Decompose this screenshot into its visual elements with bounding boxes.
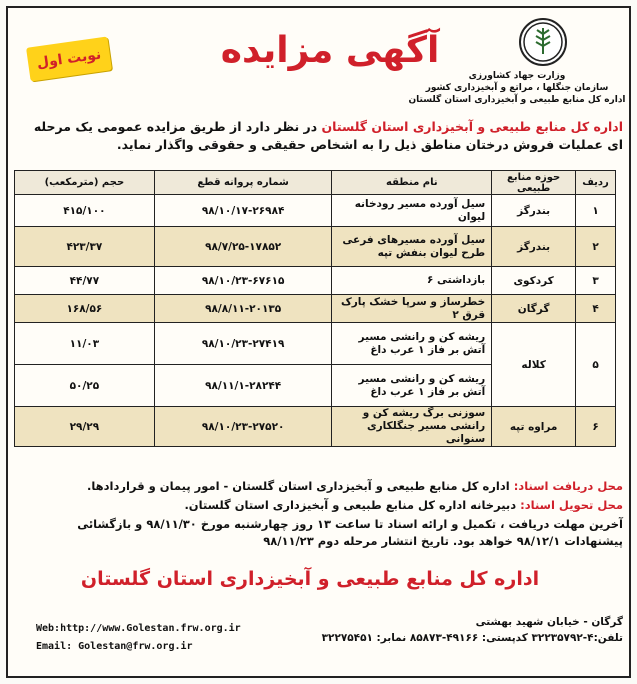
area-cell: کلاله [492,323,576,407]
table-row [15,323,616,365]
permit-cell: ۹۸/۱۰/۱۷-۲۶۹۸۴ [154,195,332,227]
volume-cell: ۴۱۵/۱۰۰ [15,195,155,227]
permit-cell: ۹۸/۸/۱۱-۲۰۱۳۵ [154,295,332,323]
permit-cell: ۹۸/۱۰/۲۳-۲۷۴۱۹ [154,323,332,365]
intro-text: در نظر دارد از طریق مزایده عمومی یک مرحله ای عملیات فروش درختان مناطق ذیل را به اشخاص حقیقی و حقوقی واگذار نماید. [33,119,623,152]
website-link[interactable]: Web:http://www.Golestan.frw.org.ir [36,623,241,634]
permit-cell: ۹۸/۷/۲۵-۱۷۸۵۲ [154,227,332,267]
organization-header [407,70,627,106]
street-address: گرگان - خیابان شهید بهشتی [475,616,623,628]
permit-cell: ۹۸/۱۰/۲۳-۶۷۶۱۵ [154,267,332,295]
area-cell: کردکوی [492,267,576,295]
table-row [15,295,616,323]
area-cell: بندرگز [492,227,576,267]
receive-text: اداره کل منابع طبیعی و آبخیزداری استان گلستان - امور پیمان و قراردادها. [86,479,514,493]
area-cell: گرگان [492,295,576,323]
region-name-cell: سوزنی برگ ریشه کن و رانشی مسیر جنگلکاری سنوانی [332,407,492,447]
volume-cell: ۱۶۸/۵۶ [15,295,155,323]
email-link[interactable]: Email: Golestan@frw.org.ir [36,641,193,652]
organization-logo [519,18,567,66]
deliver-text: دبیرخانه اداره کل منابع طبیعی و آبخیزداری استان گلستان. [184,498,521,512]
org-line: وزارت جهاد کشاورزی [468,71,566,81]
row-number: ۳ [576,267,616,295]
intro-organization: اداره کل منابع طبیعی و آبخیزداری استان گلستان [321,119,623,134]
col-header-region-name: نام منطقه [332,171,492,195]
contact-address [293,614,623,646]
web-contact [36,620,296,656]
org-line: اداره کل منابع طبیعی و آبخیزداری استان گلستان [408,95,626,105]
row-number: ۱ [576,195,616,227]
receive-location [23,478,623,495]
phone-numbers: تلفن:۴-۳۲۲۳۵۷۹۲ کدپستی: ۴۹۱۶۶-۸۵۸۷۳ نمابر: ۳۲۲۷۵۴۵۱ [321,632,623,644]
row-number: ۲ [576,227,616,267]
table-header-row [15,171,616,195]
table-row [15,227,616,267]
wheat-emblem-icon [521,20,565,64]
row-number: ۵ [576,323,616,407]
volume-cell: ۲۹/۲۹ [15,407,155,447]
intro-paragraph [23,118,623,154]
deadline-text: آخرین مهلت دریافت ، تکمیل و ارائه اسناد تا ساعت ۱۳ روز چهارشنبه مورخ ۹۸/۱۱/۳۰ و بازگشائی پیشنهادات ۹۸/۱۲/۱ خواهد بود. تاریخ انتشار مرحله دوم ۹۸/۱۱/۲۳ [77,517,623,548]
volume-cell: ۱۱/۰۳ [15,323,155,365]
permit-cell: ۹۸/۱۱/۱-۲۸۲۴۴ [154,365,332,407]
col-header-volume: حجم (مترمکعب) [15,171,155,195]
region-name-cell: خطرساز و سرپا خشک پارک قرق ۲ [332,295,492,323]
auction-table [14,170,616,447]
region-name-cell: سیل آورده مسیر رودخانه لیوان [332,195,492,227]
signature-line: اداره کل منابع طبیعی و آبخیزداری استان گلستان [80,568,540,590]
volume-cell: ۴۴/۷۷ [15,267,155,295]
col-header-row-number: ردیف [576,171,616,195]
table-row [15,267,616,295]
area-cell: بندرگز [492,195,576,227]
region-name-cell: سیل آورده مسیرهای فرعی طرح لیوان بنفش تپه [332,227,492,267]
volume-cell: ۴۲۳/۳۷ [15,227,155,267]
org-line: سازمان جنگلها ، مراتع و آبخیزداری کشور [425,83,609,93]
table-row [15,407,616,447]
region-name-cell: ریشه کن و رانشی مسیر آتش بر فاز ۱ عرب داغ [332,365,492,407]
volume-cell: ۵۰/۲۵ [15,365,155,407]
ad-title: آگهی مزایده [220,30,440,71]
region-name-cell: ریشه کن و رانشی مسیر آتش بر فاز ۱ عرب داغ [332,323,492,365]
row-number: ۶ [576,407,616,447]
area-cell: مراوه تپه [492,407,576,447]
receive-label: محل دریافت اسناد: [513,479,623,493]
permit-cell: ۹۸/۱۰/۲۳-۲۷۵۲۰ [154,407,332,447]
col-header-area: حوزه منابع طبیعی [492,171,576,195]
deliver-label: محل تحویل اسناد: [520,498,623,512]
row-number: ۴ [576,295,616,323]
edition-badge: نوبت اول [26,36,112,81]
deliver-location [23,497,623,514]
table-row [15,195,616,227]
region-name-cell: بازداشتی ۶ [332,267,492,295]
col-header-permit-number: شماره پروانه قطع [154,171,332,195]
